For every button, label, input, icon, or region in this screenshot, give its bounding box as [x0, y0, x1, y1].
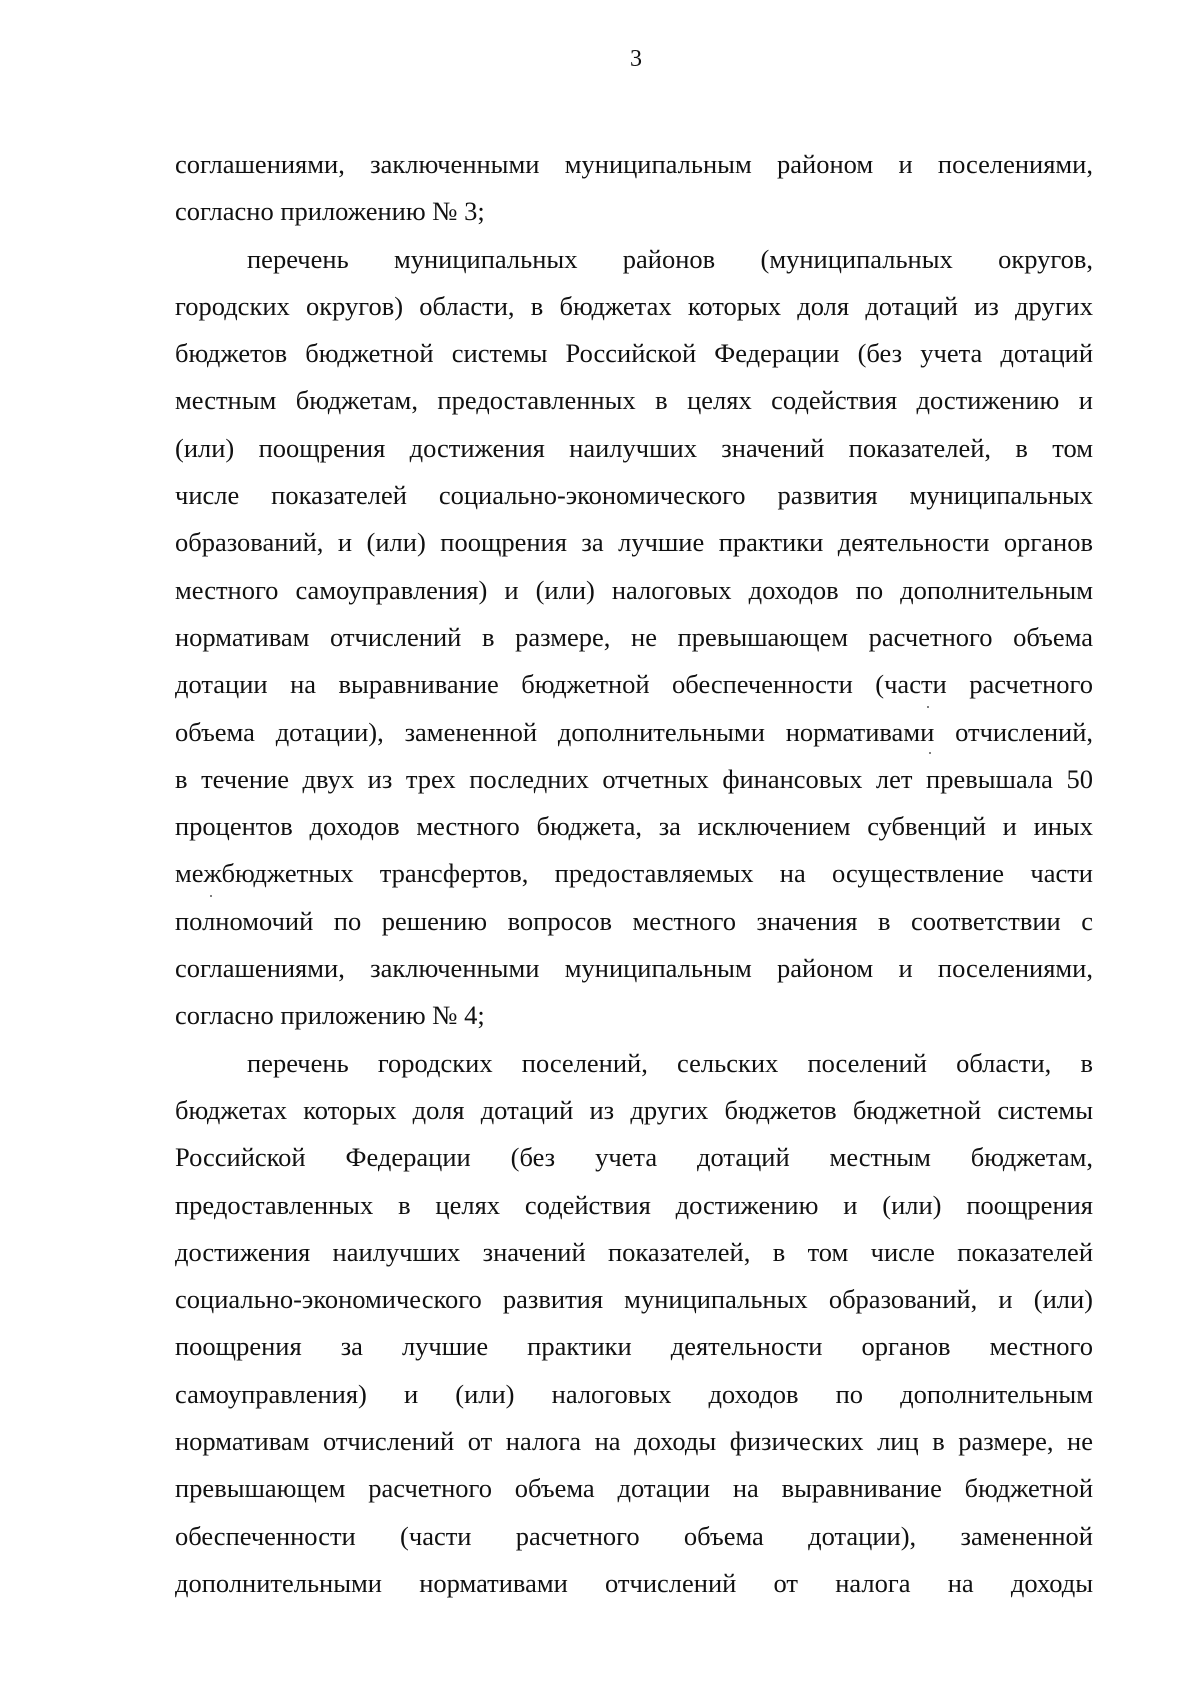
text-line: достижения наилучших значений показателей, в том числе показателей	[175, 1236, 1093, 1267]
text-line: перечень городских поселений, сельских поселений области, в	[247, 1047, 1093, 1078]
text-line: полномочий по решению вопросов местного значения в соответствии с	[175, 905, 1093, 936]
scan-speck	[210, 895, 212, 897]
text-line: нормативам отчислений от налога на доходы физических лиц в размере, не	[175, 1426, 1093, 1457]
text-line: Российской Федерации (без учета дотаций местным бюджетам,	[175, 1142, 1093, 1173]
text-line: в течение двух из трех последних отчетных финансовых лет превышала 50	[175, 763, 1093, 794]
text-line: предоставленных в целях содействия достижению и (или) поощрения	[175, 1189, 1093, 1220]
text-line: образований, и (или) поощрения за лучшие практики деятельности органов	[175, 527, 1093, 558]
page-number: 3	[630, 46, 642, 72]
text-line: нормативам отчислений в размере, не превышающем расчетного объема	[175, 621, 1093, 652]
text-line: социально-экономического развития муниципальных образований, и (или)	[175, 1284, 1093, 1315]
text-line: дополнительными нормативами отчислений от налога на доходы	[175, 1567, 1093, 1598]
text-line: бюджетах которых доля дотаций из других бюджетов бюджетной системы	[175, 1094, 1093, 1125]
text-line: превышающем расчетного объема дотации на выравнивание бюджетной	[175, 1473, 1093, 1504]
scan-speck	[927, 706, 929, 708]
text-line: бюджетов бюджетной системы Российской Федерации (без учета дотаций	[175, 338, 1093, 369]
scan-speck	[929, 752, 931, 754]
text-line: процентов доходов местного бюджета, за исключением субвенций и иных	[175, 811, 1093, 842]
text-line: согласно приложению № 4;	[175, 1000, 485, 1031]
text-line: городских округов) области, в бюджетах которых доля дотаций из других	[175, 290, 1093, 321]
text-line: обеспеченности (части расчетного объема дотации), замененной	[175, 1520, 1093, 1551]
text-line: межбюджетных трансфертов, предоставляемых на осуществление части	[175, 858, 1093, 889]
text-line: дотации на выравнивание бюджетной обеспеченности (части расчетного	[175, 669, 1093, 700]
text-line: числе показателей социально-экономического развития муниципальных	[175, 480, 1093, 511]
text-line: перечень муниципальных районов (муниципальных округов,	[247, 243, 1093, 274]
text-line: соглашениями, заключенными муниципальным районом и поселениями,	[175, 953, 1093, 984]
text-line: (или) поощрения достижения наилучших значений показателей, в том	[175, 432, 1093, 463]
text-line: местным бюджетам, предоставленных в целях содействия достижению и	[175, 385, 1093, 416]
body-text	[175, 141, 1093, 1607]
text-line: согласно приложению № 3;	[175, 196, 485, 227]
text-line: местного самоуправления) и (или) налоговых доходов по дополнительным	[175, 574, 1093, 605]
text-line: самоуправления) и (или) налоговых доходов по дополнительным	[175, 1378, 1093, 1409]
text-line: соглашениями, заключенными муниципальным районом и поселениями,	[175, 149, 1093, 179]
text-line: поощрения за лучшие практики деятельности органов местного	[175, 1331, 1093, 1362]
text-line: объема дотации), замененной дополнительными нормативами отчислений,	[175, 716, 1093, 747]
